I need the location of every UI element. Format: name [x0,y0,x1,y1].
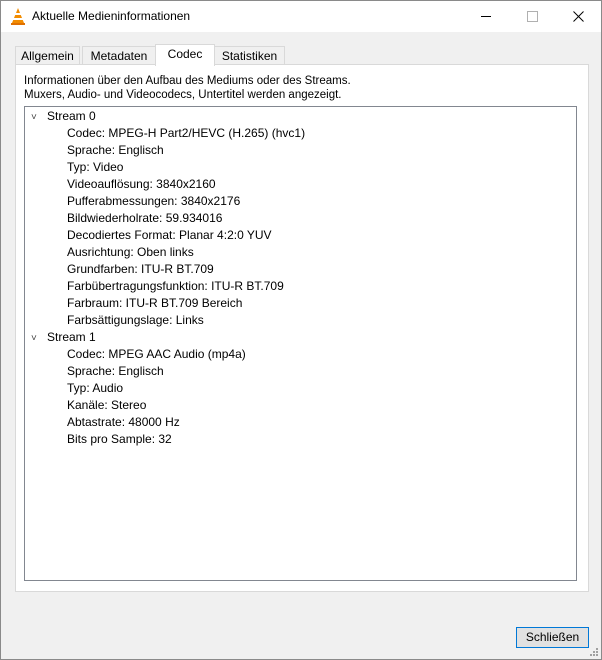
description-line: Informationen über den Aufbau des Mediums oder des Streams. [24,75,351,87]
tab-metadaten[interactable]: Metadaten [82,46,156,65]
tree-item[interactable]: Sprache: Englisch [67,143,164,157]
tree-item[interactable]: Abtastrate: 48000 Hz [67,415,180,429]
minimize-icon [481,16,491,17]
tree-node-stream-1[interactable] [31,329,96,346]
tree-item[interactable]: Codec: MPEG-H Part2/HEVC (H.265) (hvc1) [67,126,306,140]
stream-label: Stream 0 [47,109,96,123]
codec-tab-panel [15,64,589,592]
chevron-down-icon[interactable]: ˅ [31,112,37,123]
tree-item[interactable]: Ausrichtung: Oben links [67,245,194,259]
codec-tree[interactable] [24,106,577,581]
tree-item[interactable]: Farbsättigungslage: Links [67,313,204,327]
tree-item[interactable]: Decodiertes Format: Planar 4:2:0 YUV [67,228,272,242]
maximize-icon [527,11,538,22]
tree-item[interactable]: Farbübertragungsfunktion: ITU-R BT.709 [67,279,284,293]
tab-allgemein[interactable]: Allgemein [15,46,80,65]
vlc-cone-icon [10,8,26,25]
minimize-button[interactable] [463,1,509,32]
tree-item[interactable]: Codec: MPEG AAC Audio (mp4a) [67,347,246,361]
tree-node-stream-0[interactable] [31,108,96,125]
tree-item[interactable]: Kanäle: Stereo [67,398,147,412]
maximize-button[interactable] [509,1,555,32]
window-title: Aktuelle Medieninformationen [32,9,191,23]
tree-item[interactable]: Bildwiederholrate: 59.934016 [67,211,223,225]
tab-codec[interactable]: Codec [155,44,215,66]
tree-item[interactable]: Typ: Audio [67,381,124,395]
tree-item[interactable]: Typ: Video [67,160,124,174]
chevron-down-icon[interactable]: ˅ [31,333,37,344]
codec-description [24,74,351,102]
description-line: Muxers, Audio- und Videocodecs, Untertitel werden angezeigt. [24,89,342,101]
tree-item[interactable]: Videoauflösung: 3840x2160 [67,177,216,191]
resize-grip-icon[interactable] [588,646,598,656]
close-window-button[interactable] [555,1,601,32]
tab-statistiken[interactable]: Statistiken [214,46,285,65]
close-button[interactable]: Schließen [516,627,589,648]
close-icon [573,11,584,22]
stream-label: Stream 1 [47,330,96,344]
tree-item[interactable]: Grundfarben: ITU-R BT.709 [67,262,214,276]
tree-item[interactable]: Farbraum: ITU-R BT.709 Bereich [67,296,243,310]
title-bar[interactable] [1,1,601,32]
tree-item[interactable]: Sprache: Englisch [67,364,164,378]
tree-item[interactable]: Pufferabmessungen: 3840x2176 [67,194,241,208]
tree-item[interactable]: Bits pro Sample: 32 [67,432,172,446]
